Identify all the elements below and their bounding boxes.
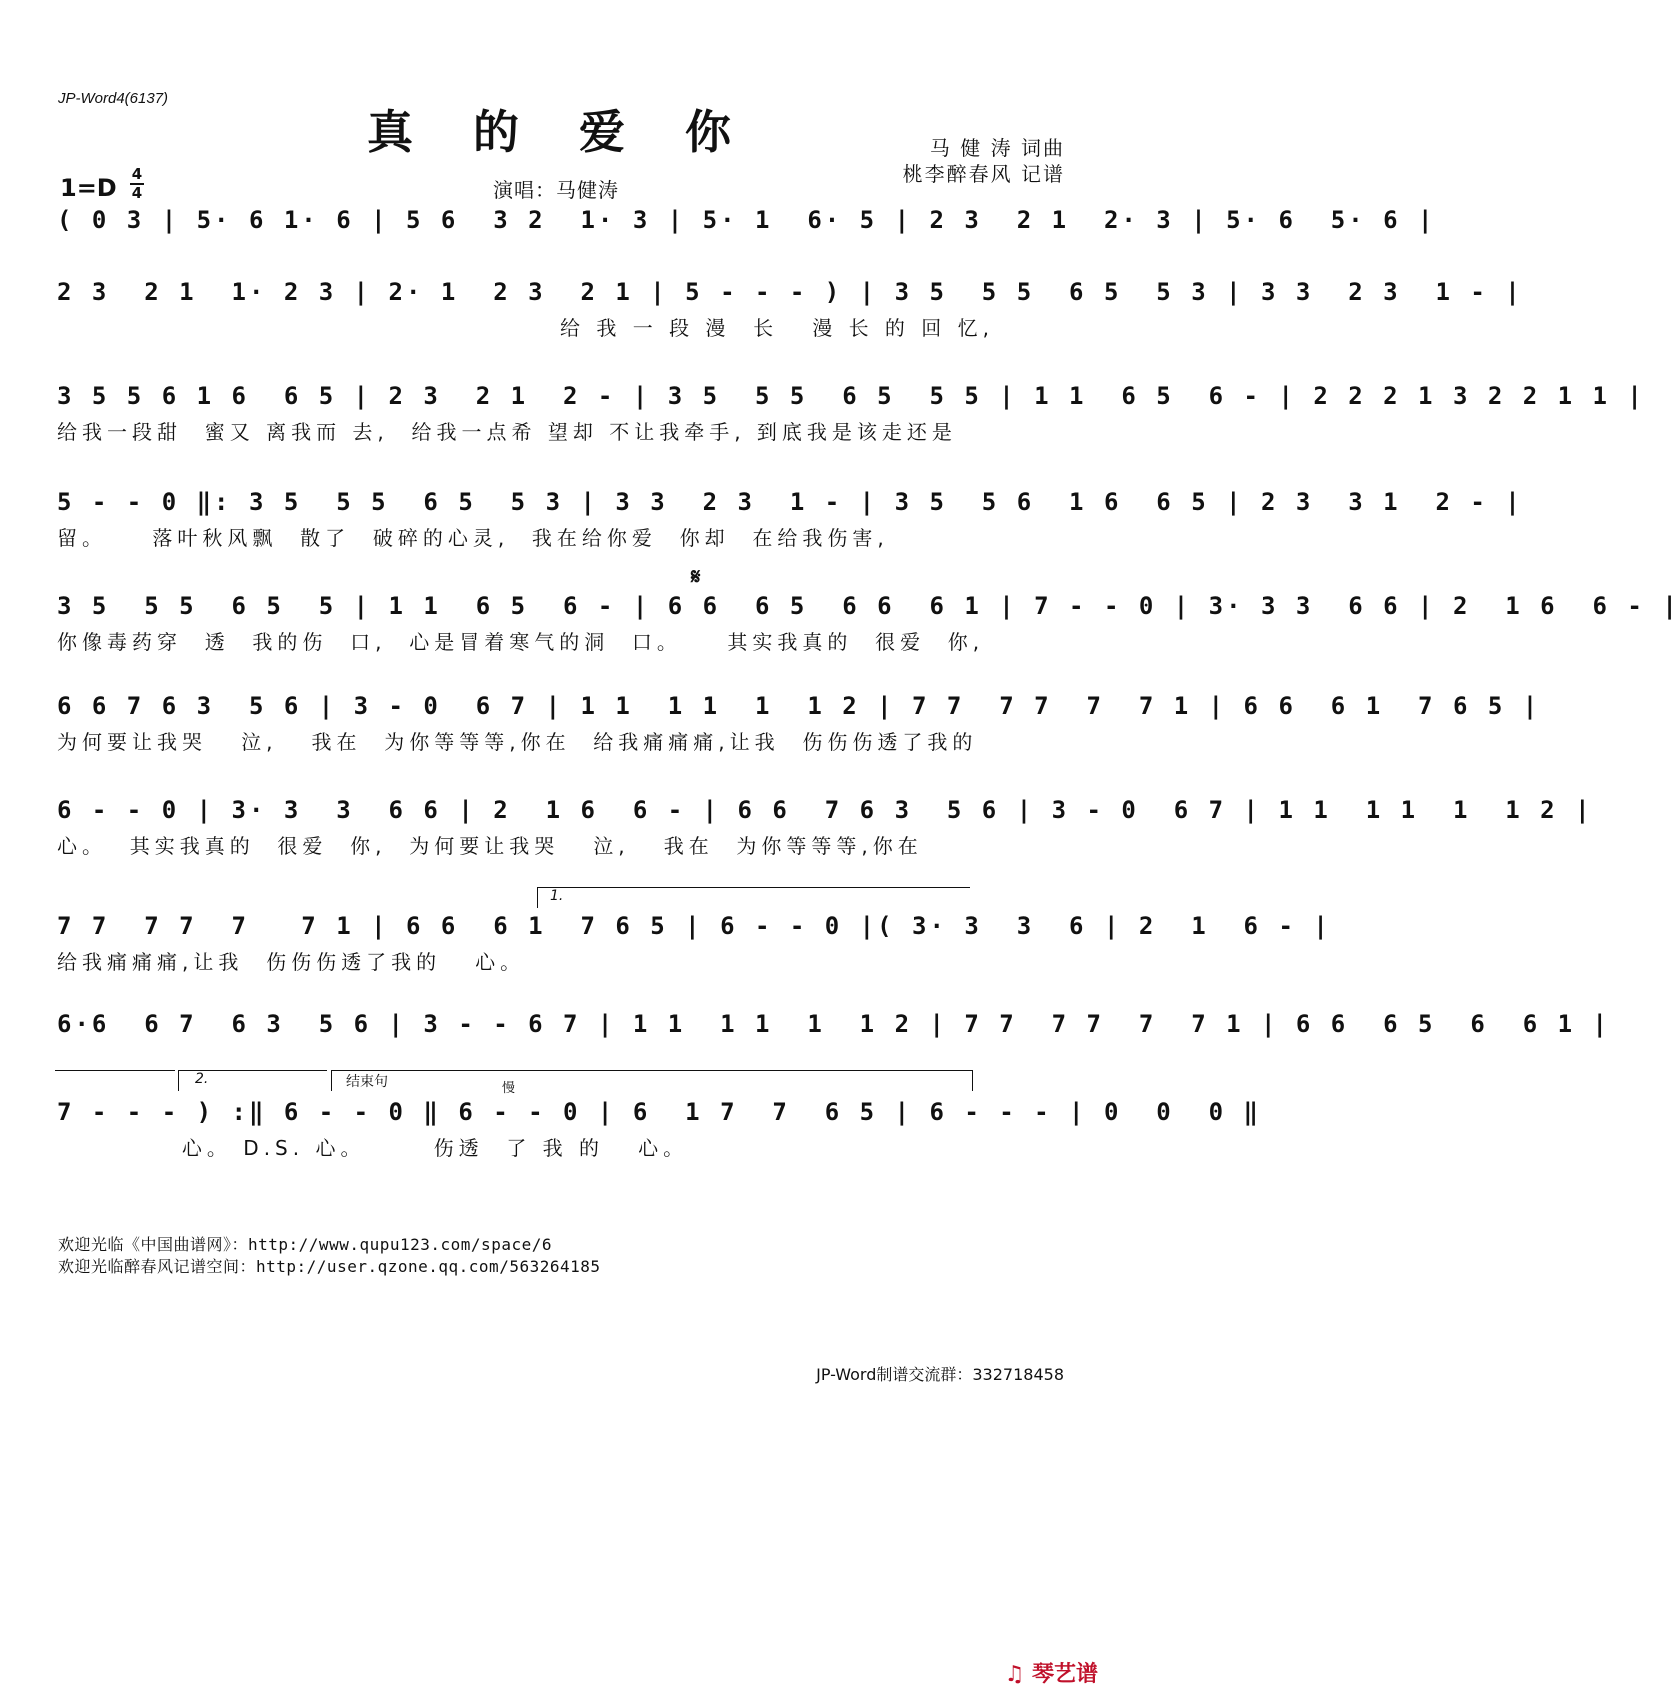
logo-text: 琴艺谱 — [1031, 1662, 1098, 1687]
time-signature-bottom: 4 — [131, 184, 143, 202]
notes-row: 6 6 7 6 3 5 6 | 3 - 0 6 7 | 1 1 1 1 1 1 2 | 7 7 7 7 7 7 1 | 6 6 6 1 7 6 5 | — [57, 692, 1541, 720]
qq-group-label: JP-Word制谱交流群：332718458 — [816, 1365, 1064, 1384]
volta-2-bracket — [178, 1070, 327, 1091]
footer-link-qzone: 欢迎光临醉春风记谱空间：http://user.qzone.qq.com/563264185 — [58, 1257, 601, 1276]
notes-row: ( 0 3 | 5· 6 1· 6 | 5 6 3 2 1· 3 | 5· 1 6· 5 | 2 3 2 1 2· 3 | 5· 6 5· 6 | — [57, 206, 1436, 234]
notes-row: 3 5 5 6 1 6 6 5 | 2 3 2 1 2 - | 3 5 5 5 6 5 5 5 | 1 1 6 5 6 - | 2 2 2 1 3 2 2 1 1 | — [57, 382, 1645, 410]
lyrics-row: 给我痛痛痛,让我 伤伤伤透了我的 心。 — [57, 950, 526, 974]
notes-row: 3 5 5 5 6 5 5 | 1 1 6 5 6 - | 6 6 6 5 6 6 6 1 | 7 - - 0 | 3· 3 3 6 6 | 2 1 6 6 - | — [57, 592, 1680, 620]
coda-bracket — [331, 1070, 973, 1091]
lyrics-row: 留。 落叶秋风飘 散了 破碎的心灵, 我在给你爱 你却 在给我伤害, — [57, 526, 889, 550]
notes-row: 5 - - 0 ‖: 3 5 5 5 6 5 5 3 | 3 3 2 3 1 - | 3 5 5 6 1 6 6 5 | 2 3 3 1 2 - | — [57, 488, 1523, 516]
composer-credit: 马 健 涛 词曲 — [929, 136, 1065, 160]
segno-sign: 𝄋 — [691, 565, 701, 590]
key-signature: 1=D — [60, 174, 117, 202]
notes-row: 7 - - - ) :‖ 6 - - 0 ‖ 6 - - 0 | 6 1 7 7 6 5 | 6 - - - | 0 0 0 ‖ — [57, 1098, 1261, 1126]
time-signature — [130, 166, 144, 202]
lyrics-row: 为何要让我哭 泣, 我在 为你等等等,你在 给我痛痛痛,让我 伤伤伤透了我的 — [57, 730, 978, 754]
logo-icon: ♫ — [1004, 1662, 1025, 1687]
lyrics-row: 给我一段甜 蜜又 离我而 去, 给我一点希 望却 不让我牵手, 到底我是该走还是 — [57, 420, 957, 444]
transcriber-credit: 桃李醉春风 记谱 — [902, 162, 1065, 186]
notes-row: 7 7 7 7 7 7 1 | 6 6 6 1 7 6 5 | 6 - - 0 |( 3· 3 3 6 | 2 1 6 - | — [57, 912, 1331, 940]
continuation-line — [55, 1070, 175, 1071]
volta-2-label: 2. — [195, 1071, 209, 1087]
lyrics-row: 你像毒药穿 透 我的伤 口, 心是冒着寒气的洞 口。 其实我真的 很爱 你, — [57, 630, 985, 654]
notes-row: 2 3 2 1 1· 2 3 | 2· 1 2 3 2 1 | 5 - - - ) | 3 5 5 5 6 5 5 3 | 3 3 2 3 1 - | — [57, 278, 1523, 306]
source-label: JP-Word4(6137) — [58, 90, 169, 107]
notes-row: 6 - - 0 | 3· 3 3 6 6 | 2 1 6 6 - | 6 6 7 6 3 5 6 | 3 - 0 6 7 | 1 1 1 1 1 1 2 | — [57, 796, 1593, 824]
lyrics-row: 心。 D.S. 心。 伤透 了 我 的 心。 — [57, 1136, 689, 1160]
volta-1-bracket — [537, 887, 970, 908]
song-title: 真 的 爱 你 — [366, 105, 754, 159]
footer-link-qupu: 欢迎光临《中国曲谱网》：http://www.qupu123.com/space/6 — [58, 1235, 552, 1254]
lyrics-row: 心。 其实我真的 很爱 你, 为何要让我哭 泣, 我在 为你等等等,你在 — [57, 834, 923, 858]
tempo-slow-marking: 慢 — [502, 1081, 516, 1096]
volta-1-label: 1. — [550, 888, 564, 904]
site-logo — [1005, 1657, 1098, 1688]
notes-row: 6·6 6 7 6 3 5 6 | 3 - - 6 7 | 1 1 1 1 1 1 2 | 7 7 7 7 7 7 1 | 6 6 6 5 6 6 1 | — [57, 1010, 1610, 1038]
singer-label: 演唱：马健涛 — [493, 178, 619, 202]
coda-label: 结束句 — [346, 1074, 388, 1090]
lyrics-row: 给 我 一 段 漫 长 漫 长 的 回 忆, — [560, 316, 995, 340]
time-signature-top: 4 — [131, 165, 143, 183]
